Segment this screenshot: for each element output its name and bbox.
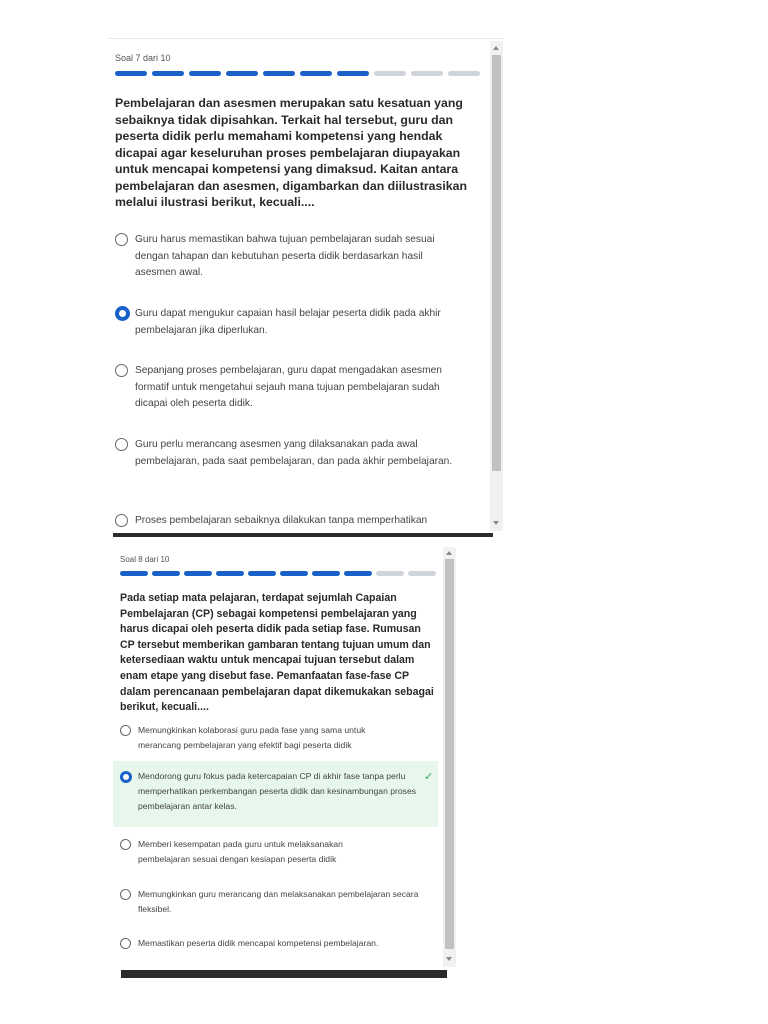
option-label: Memastikan peserta didik mencapai kompetensi pembelajaran. <box>138 938 379 948</box>
progress-segment-pending <box>376 571 404 576</box>
progress-segment-pending <box>374 71 406 76</box>
option-a[interactable] <box>120 723 440 753</box>
option-c[interactable] <box>115 363 475 413</box>
option-d[interactable] <box>115 437 475 470</box>
option-label: Guru perlu merancang asesmen yang dilaksanakan pada awal pembelajaran, pada saat pembelajaran, dan pada akhir pembelajaran. <box>135 439 453 467</box>
panel-bottom-bar <box>121 970 447 978</box>
progress-segment-completed <box>216 571 244 576</box>
question-counter: Soal 7 dari 10 <box>115 53 171 63</box>
quiz-panel-7 <box>108 38 503 535</box>
radio-button[interactable] <box>120 889 131 900</box>
scrollbar-thumb[interactable] <box>492 55 501 471</box>
radio-button-selected[interactable] <box>115 306 130 321</box>
option-label: Memungkinkan guru merancang dan melaksanakan pembelajaran secara fleksibel. <box>138 889 419 914</box>
progress-segment-completed <box>280 571 308 576</box>
option-d[interactable] <box>120 887 440 917</box>
check-icon: ✓ <box>424 771 434 783</box>
radio-button[interactable] <box>115 514 128 527</box>
question-counter: Soal 8 dari 10 <box>120 555 170 564</box>
progress-segment-completed <box>189 71 221 76</box>
radio-button[interactable] <box>115 233 128 246</box>
option-label: Guru dapat mengukur capaian hasil belajar peserta didik pada akhir pembelajaran jika diperlukan. <box>135 308 441 336</box>
progress-segment-completed <box>263 71 295 76</box>
option-e[interactable] <box>120 936 440 951</box>
option-label: Memungkinkan kolaborasi guru pada fase yang sama untuk merancang pembelajaran yang efektif bagi peserta didik <box>138 725 366 750</box>
progress-segment-completed <box>248 571 276 576</box>
question-text: Pembelajaran dan asesmen merupakan satu kesatuan yang sebaiknya tidak dipisahkan. Terkait hal tersebut, guru dan peserta didik perlu memahami kompetensi yang hendak dicapai agar keseluruhan proses pembelajaran diupayakan untuk mencapai kompetensi yang dimaksud. Kaitan antara pembelajaran dan asesmen, digambarkan dan diilustrasikan melalui ilustrasi berikut, kecuali.... <box>115 96 467 209</box>
scroll-down-icon[interactable] <box>446 957 452 961</box>
progress-segment-completed <box>337 71 369 76</box>
progress-segment-completed <box>300 71 332 76</box>
option-c[interactable] <box>120 837 440 867</box>
progress-bar <box>120 571 436 576</box>
progress-segment-completed <box>120 571 148 576</box>
option-b[interactable] <box>120 769 440 814</box>
radio-button[interactable] <box>120 938 131 949</box>
progress-segment-pending <box>448 71 480 76</box>
option-label: Memberi kesempatan pada guru untuk melaksanakan pembelajaran sesuai dengan kesiapan peserta didik <box>138 839 343 864</box>
scrollbar[interactable] <box>443 547 456 967</box>
progress-segment-pending <box>411 71 443 76</box>
option-label: Guru harus memastikan bahwa tujuan pembelajaran sudah sesuai dengan tahapan dan kebutuhan peserta didik berdasarkan hasil asesmen awal. <box>135 234 435 278</box>
option-a[interactable] <box>115 232 475 282</box>
radio-button[interactable] <box>115 438 128 451</box>
radio-button[interactable] <box>120 725 131 736</box>
radio-button[interactable] <box>115 364 128 377</box>
question-text: Pada setiap mata pelajaran, terdapat sejumlah Capaian Pembelajaran (CP) sebagai kompetensi pembelajaran yang harus dicapai oleh peserta didik pada setiap fase. Rumusan CP tersebut memberikan gambaran tentang tujuan umum dan ketersediaan waktu untuk mencapai tujuan tersebut dalam enam etape yang disebut fase. Pemanfaatan fase-fase CP dalam perencanaan pembelajaran dapat dikemukakan sebagai berikut, kecuali.... <box>120 592 434 714</box>
scroll-down-icon[interactable] <box>493 521 499 525</box>
progress-segment-completed <box>344 571 372 576</box>
option-label: Proses pembelajaran sebaiknya dilakukan tanpa memperhatikan <box>135 515 428 526</box>
progress-segment-pending <box>408 571 436 576</box>
progress-bar <box>115 71 480 76</box>
radio-button-selected[interactable] <box>120 771 132 783</box>
panel-bottom-bar <box>113 533 493 537</box>
progress-segment-completed <box>152 71 184 76</box>
scrollbar[interactable] <box>490 41 503 531</box>
progress-segment-completed <box>152 571 180 576</box>
progress-segment-completed <box>312 571 340 576</box>
option-e[interactable] <box>115 513 475 530</box>
quiz-panel-8 <box>113 547 456 973</box>
scroll-up-icon[interactable] <box>493 46 499 50</box>
scrollbar-thumb[interactable] <box>445 559 454 949</box>
progress-segment-completed <box>226 71 258 76</box>
progress-segment-completed <box>115 71 147 76</box>
radio-button[interactable] <box>120 839 131 850</box>
progress-segment-completed <box>184 571 212 576</box>
option-label: Mendorong guru fokus pada ketercapaian CP di akhir fase tanpa perlu memperhatikan perkembangan peserta didik dan kesinambungan proses pembelajaran antar kelas. <box>138 771 417 811</box>
option-label: Sepanjang proses pembelajaran, guru dapat mengadakan asesmen formatif untuk mengetahui sejauh mana tujuan pembelajaran sudah dicapai oleh peserta didik. <box>135 365 442 409</box>
scroll-up-icon[interactable] <box>446 551 452 555</box>
option-b[interactable] <box>115 306 475 339</box>
